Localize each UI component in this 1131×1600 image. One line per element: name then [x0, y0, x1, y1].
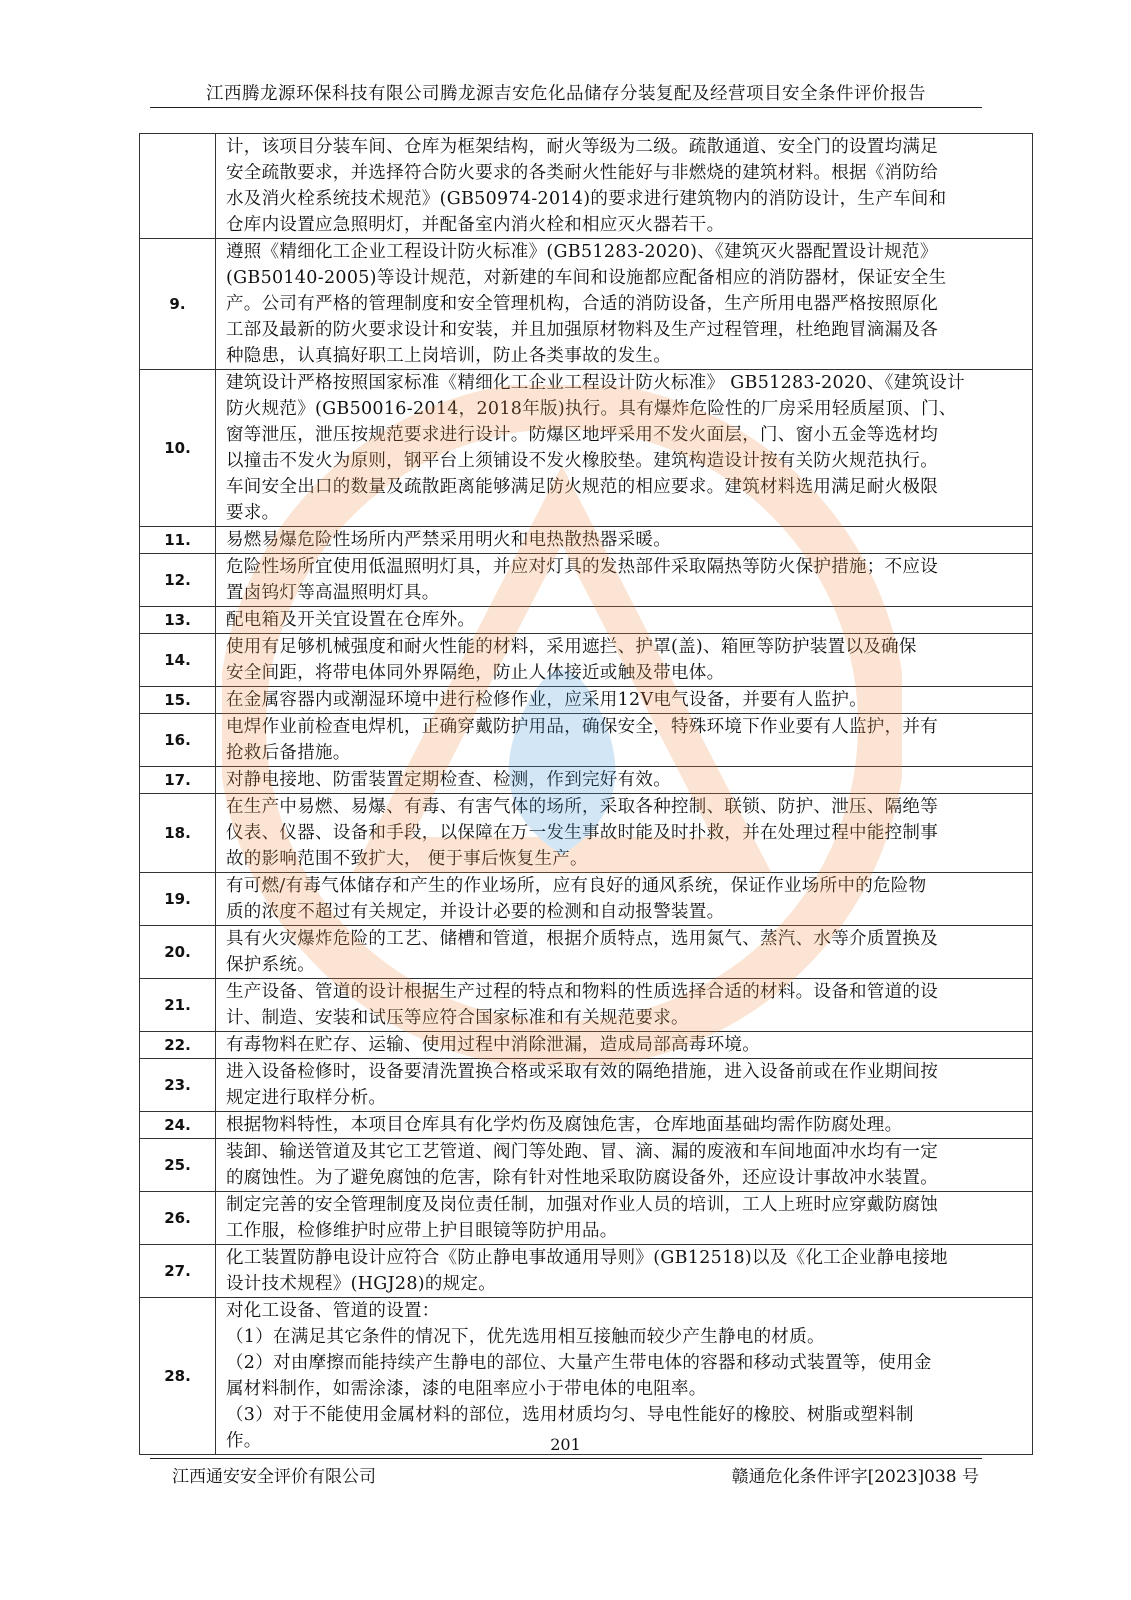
text-line: 质的浓度不超过有关规定，并设计必要的检测和自动报警装置。: [226, 902, 725, 922]
text-line: 种隐患，认真搞好职工上岗培训，防止各类事故的发生。: [226, 346, 671, 366]
table-row: [140, 767, 1033, 794]
row-number: 21.: [140, 979, 216, 1032]
row-text: [216, 687, 1033, 714]
row-text: [216, 239, 1033, 370]
text-line: 配电箱及开关宜设置在仓库外。: [226, 610, 476, 630]
text-line: （1）在满足其它条件的情况下，优先选用相互接触而较少产生静电的材质。: [226, 1327, 825, 1347]
text-line: 属材料制作，如需涂漆，漆的电阻率应小于带电体的电阻率。: [226, 1379, 707, 1399]
text-line: 根据物料特性，本项目仓库具有化学灼伤及腐蚀危害，仓库地面基础均需作防腐处理。: [226, 1115, 903, 1135]
text-line: 在生产中易燃、易爆、有毒、有害气体的场所，采取各种控制、联锁、防护、泄压、隔绝等: [226, 797, 938, 817]
text-line: 遵照《精细化工企业工程设计防火标准》(GB51283-2020)、《建筑灭火器配置设计规范》: [226, 242, 938, 262]
text-line: 易燃易爆危险性场所内严禁采用明火和电热散热器采暖。: [226, 530, 671, 550]
text-line: 具有火灾爆炸危险的工艺、储槽和管道，根据介质特点，选用氮气、蒸汽、水等介质置换及: [226, 929, 938, 949]
row-text: [216, 634, 1033, 687]
row-text: [216, 370, 1033, 527]
row-number: 19.: [140, 873, 216, 926]
text-line: 制定完善的安全管理制度及岗位责任制，加强对作业人员的培训，工人上班时应穿戴防腐蚀: [226, 1195, 938, 1215]
text-line: 保护系统。: [226, 955, 315, 975]
row-text: [216, 1298, 1033, 1455]
table-row: [140, 1059, 1033, 1112]
row-number: 14.: [140, 634, 216, 687]
row-number: 16.: [140, 714, 216, 767]
header-rule: [150, 107, 982, 108]
row-number: 24.: [140, 1112, 216, 1139]
text-line: 设计技术规程》(HGJ28)的规定。: [226, 1274, 497, 1294]
table-row: [140, 1192, 1033, 1245]
table-row: [140, 979, 1033, 1032]
text-line: 仓库内设置应急照明灯，并配备室内消火栓和相应灭火器若干。: [226, 215, 725, 235]
text-line: 故的影响范围不致扩大， 便于事后恢复生产。: [226, 849, 588, 869]
text-line: 以撞击不发火为原则，钢平台上须铺设不发火橡胶垫。建筑构造设计按有关防火规范执行。: [226, 451, 938, 471]
table-row: [140, 687, 1033, 714]
text-line: （3）对于不能使用金属材料的部位，选用材质均匀、导电性能好的橡胶、树脂或塑料制: [226, 1405, 914, 1425]
row-text: [216, 1112, 1033, 1139]
row-number: 15.: [140, 687, 216, 714]
table-row: [140, 554, 1033, 607]
text-line: 对静电接地、防雷装置定期检查、检测，作到完好有效。: [226, 770, 671, 790]
row-number: 26.: [140, 1192, 216, 1245]
text-line: 危险性场所宜使用低温照明灯具，并应对灯具的发热部件采取隔热等防火保护措施；不应设: [226, 557, 938, 577]
row-number: 28.: [140, 1298, 216, 1455]
text-line: 对化工设备、管道的设置：: [226, 1301, 440, 1321]
row-text: [216, 554, 1033, 607]
table-row: [140, 873, 1033, 926]
footer-document-number: 赣通危化条件评字[2023]038 号: [731, 1467, 979, 1487]
text-line: 置卤钨灯等高温照明灯具。: [226, 583, 440, 603]
row-number: 11.: [140, 527, 216, 554]
text-line: 在金属容器内或潮湿环境中进行检修作业，应采用12V电气设备，并要有人监护。: [226, 690, 868, 710]
row-text: [216, 926, 1033, 979]
text-line: 作。: [226, 1431, 262, 1451]
row-number: 20.: [140, 926, 216, 979]
row-number: 23.: [140, 1059, 216, 1112]
text-line: 仪表、仪器、设备和手段，以保障在万一发生事故时能及时扑救，并在处理过程中能控制事: [226, 823, 938, 843]
text-line: 安全间距，将带电体同外界隔绝，防止人体接近或触及带电体。: [226, 663, 725, 683]
text-line: 计，该项目分装车间、仓库为框架结构，耐火等级为二级。疏散通道、安全门的设置均满足: [226, 137, 938, 157]
row-text: [216, 1245, 1033, 1298]
row-number: [140, 134, 216, 239]
text-line: 安全疏散要求，并选择符合防火要求的各类耐火性能好与非燃烧的建筑材料。根据《消防给: [226, 163, 938, 183]
row-text: [216, 527, 1033, 554]
row-number: 9.: [140, 239, 216, 370]
table-row: [140, 527, 1033, 554]
row-text: [216, 1059, 1033, 1112]
row-number: 18.: [140, 794, 216, 873]
row-number: 25.: [140, 1139, 216, 1192]
text-line: 有毒物料在贮存、运输、使用过程中消除泄漏，造成局部高毒环境。: [226, 1035, 760, 1055]
text-line: 窗等泄压，泄压按规范要求进行设计。防爆区地坪采用不发火面层，门、窗小五金等选材均: [226, 425, 938, 445]
text-line: 使用有足够机械强度和耐火性能的材料，采用遮拦、护罩(盖)、箱匣等防护装置以及确保: [226, 637, 917, 657]
row-text: [216, 873, 1033, 926]
table-row: [140, 239, 1033, 370]
row-number: 13.: [140, 607, 216, 634]
footer-company: 江西通安安全评价有限公司: [172, 1467, 376, 1487]
table-row: [140, 1298, 1033, 1455]
table-row: [140, 134, 1033, 239]
table-row: [140, 926, 1033, 979]
measures-table: [139, 133, 1033, 1455]
text-line: (GB50140-2005)等设计规范，对新建的车间和设施都应配备相应的消防器材，保证安全生: [226, 268, 947, 288]
row-text: [216, 1032, 1033, 1059]
table-row: [140, 1112, 1033, 1139]
row-number: 10.: [140, 370, 216, 527]
row-text: [216, 714, 1033, 767]
text-line: 计、制造、安装和试压等应符合国家标准和有关规范要求。: [226, 1008, 689, 1028]
report-header-title: 江西腾龙源环保科技有限公司腾龙源吉安危化品储存分装复配及经营项目安全条件评价报告: [206, 84, 926, 104]
text-line: 进入设备检修时，设备要清洗置换合格或采取有效的隔绝措施，进入设备前或在作业期间按: [226, 1062, 938, 1082]
text-line: 工部及最新的防火要求设计和安装，并且加强原材物料及生产过程管理，杜绝跑冒滴漏及各: [226, 320, 938, 340]
text-line: 产。公司有严格的管理制度和安全管理机构，合适的消防设备，生产所用电器严格按照原化: [226, 294, 938, 314]
row-number: 27.: [140, 1245, 216, 1298]
table-row: [140, 714, 1033, 767]
row-number: 17.: [140, 767, 216, 794]
table-row: [140, 607, 1033, 634]
table-row: [140, 634, 1033, 687]
row-text: [216, 794, 1033, 873]
text-line: 规定进行取样分析。: [226, 1088, 387, 1108]
row-number: 12.: [140, 554, 216, 607]
table-row: [140, 1245, 1033, 1298]
row-text: [216, 134, 1033, 239]
table-row: [140, 794, 1033, 873]
text-line: 有可燃/有毒气体储存和产生的作业场所，应有良好的通风系统，保证作业场所中的危险物: [226, 876, 927, 896]
table-row: [140, 370, 1033, 527]
text-line: 车间安全出口的数量及疏散距离能够满足防火规范的相应要求。建筑材料选用满足耐火极限: [226, 477, 938, 497]
text-line: 装卸、输送管道及其它工艺管道、阀门等处跑、冒、滴、漏的废液和车间地面冲水均有一定: [226, 1142, 938, 1162]
page-number: 201: [550, 1435, 581, 1454]
text-line: 要求。: [226, 503, 280, 523]
text-line: 电焊作业前检查电焊机，正确穿戴防护用品，确保安全，特殊环境下作业要有人监护，并有: [226, 717, 938, 737]
text-line: 工作服，检修维护时应带上护目眼镜等防护用品。: [226, 1221, 618, 1241]
text-line: 的腐蚀性。为了避免腐蚀的危害，除有针对性地采取防腐设备外，还应设计事故冲水装置。: [226, 1168, 938, 1188]
row-text: [216, 767, 1033, 794]
measures-table-body: [140, 134, 1033, 1455]
row-text: [216, 1139, 1033, 1192]
text-line: 生产设备、管道的设计根据生产过程的特点和物料的性质选择合适的材料。设备和管道的设: [226, 982, 938, 1002]
text-line: （2）对由摩擦而能持续产生静电的部位、大量产生带电体的容器和移动式装置等，使用金: [226, 1353, 932, 1373]
row-text: [216, 979, 1033, 1032]
row-text: [216, 607, 1033, 634]
row-number: 22.: [140, 1032, 216, 1059]
text-line: 化工装置防静电设计应符合《防止静电事故通用导则》(GB12518)以及《化工企业静电接地: [226, 1248, 948, 1268]
footer-rule: [150, 1458, 982, 1459]
text-line: 防火规范》(GB50016-2014，2018年版)执行。具有爆炸危险性的厂房采用轻质屋顶、门、: [226, 399, 957, 419]
text-line: 建筑设计严格按照国家标准《精细化工企业工程设计防火标准》 GB51283-2020、《建筑设计: [226, 373, 965, 393]
text-line: 抢救后备措施。: [226, 743, 351, 763]
text-line: 水及消火栓系统技术规范》(GB50974-2014)的要求进行建筑物内的消防设计，生产车间和: [226, 189, 947, 209]
table-row: [140, 1032, 1033, 1059]
row-text: [216, 1192, 1033, 1245]
table-row: [140, 1139, 1033, 1192]
